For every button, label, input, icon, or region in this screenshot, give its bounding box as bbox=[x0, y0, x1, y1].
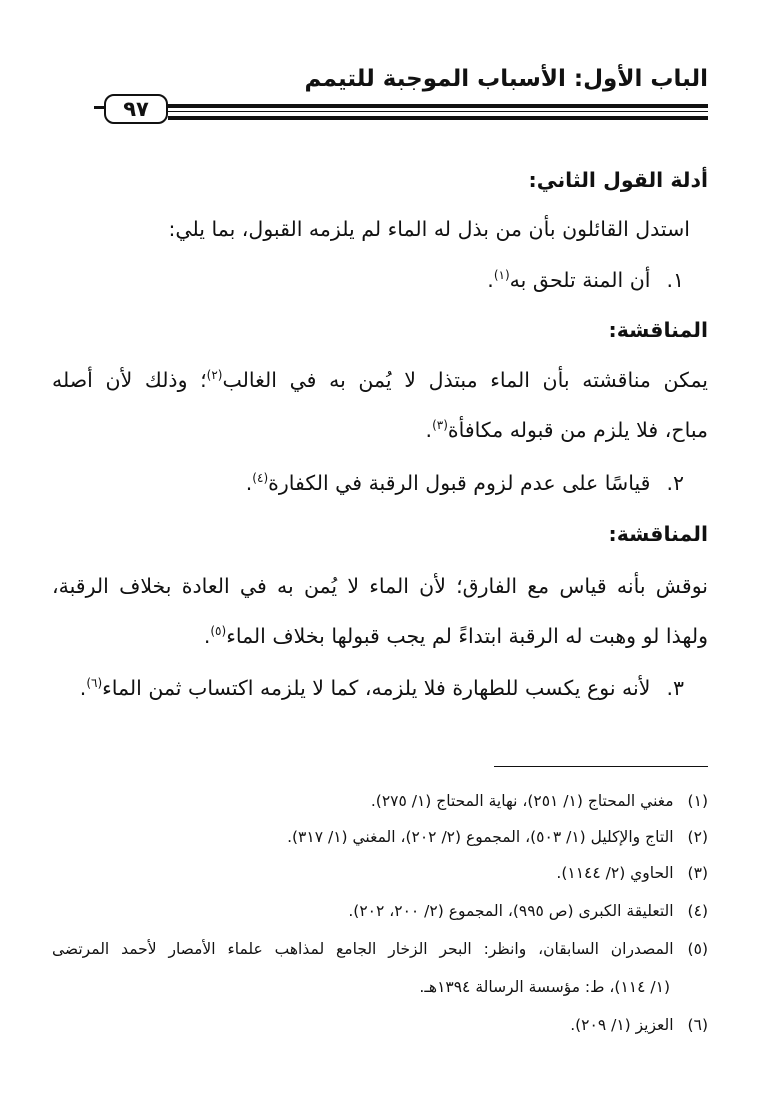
evidence-item-2 bbox=[246, 471, 684, 496]
intro-paragraph: استدل القائلون بأن من بذل له الماء لم يلزمه القبول، بما يلي: bbox=[168, 217, 690, 241]
footnote-text: مغني المحتاج (١/ ٢٥١)، نهاية المحتاج (١/ ٢٧٥). bbox=[370, 792, 674, 810]
item-number: ٣. bbox=[666, 676, 684, 700]
discussion-end: . bbox=[203, 624, 211, 648]
header-rule bbox=[168, 111, 708, 112]
footnote-number: (٣) bbox=[687, 864, 708, 882]
footnote-text: التاج والإكليل (١/ ٥٠٣)، المجموع (٢/ ٢٠٢)، المغني (١/ ٣١٧). bbox=[287, 828, 674, 846]
evidence-item-1 bbox=[487, 268, 684, 293]
footnote-number: (٢) bbox=[687, 828, 708, 846]
page-number-box bbox=[104, 94, 168, 124]
header-rule bbox=[168, 116, 708, 120]
footnote-ref: (٢) bbox=[206, 368, 223, 383]
footnote-ref: (٤) bbox=[252, 471, 269, 486]
footnote-separator bbox=[494, 766, 708, 767]
discussion-text: مباح، فلا يلزم من قبوله مكافأة bbox=[447, 418, 708, 442]
footnote-text: الحاوي (٢/ ١١٤٤). bbox=[556, 864, 674, 882]
footnote-1 bbox=[371, 792, 708, 811]
discussion-1-line-1 bbox=[52, 368, 708, 393]
footnote-6 bbox=[570, 1016, 708, 1035]
footnote-ref: (٥) bbox=[210, 624, 227, 639]
footnote-ref: (٦) bbox=[86, 676, 103, 691]
item-number: ٢. bbox=[666, 471, 684, 495]
footnote-text: المصدران السابقان، وانظر: البحر الزخار الجامع لمذاهب علماء الأمصار لأحمد المرتضى bbox=[52, 940, 674, 958]
footnote-2 bbox=[287, 828, 708, 847]
discussion-text: يمكن مناقشته بأن الماء مبتذل لا يُمن به في الغالب bbox=[222, 368, 709, 392]
footnote-number: (٥) bbox=[687, 940, 708, 958]
discussion-label: المناقشة: bbox=[608, 522, 708, 546]
footnote-number: (٤) bbox=[687, 902, 708, 920]
discussion-text: ولهذا لو وهبت له الرقبة ابتداءً لم يجب قبولها بخلاف الماء bbox=[226, 624, 708, 648]
discussion-end: . bbox=[425, 418, 433, 442]
evidence-item-3 bbox=[80, 676, 684, 701]
footnote-ref: (١) bbox=[493, 268, 510, 283]
footnote-4 bbox=[348, 902, 708, 921]
footnote-3 bbox=[556, 864, 708, 883]
item-text: لأنه نوع يكسب للطهارة فلا يلزمه، كما لا يلزمه اكتساب ثمن الماء bbox=[102, 676, 651, 700]
item-text: أن المنة تلحق به bbox=[509, 268, 651, 292]
item-number: ١. bbox=[666, 268, 684, 292]
page-number: ٩٧ bbox=[123, 96, 149, 121]
discussion-text-rest: ؛ وذلك لأن أصله bbox=[52, 368, 207, 392]
header-rule bbox=[168, 104, 708, 108]
footnote-text: العزيز (١/ ٢٠٩). bbox=[570, 1016, 674, 1034]
footnote-number: (٦) bbox=[687, 1016, 708, 1034]
running-title: الباب الأول: الأسباب الموجبة للتيمم bbox=[304, 66, 708, 92]
discussion-label: المناقشة: bbox=[608, 318, 708, 342]
item-end: . bbox=[245, 471, 253, 495]
discussion-1-line-2 bbox=[426, 418, 708, 443]
discussion-2-line-1: نوقش بأنه قياس مع الفارق؛ لأن الماء لا يُمن به في العادة بخلاف الرقبة، bbox=[52, 574, 708, 598]
footnote-ref: (٣) bbox=[432, 418, 448, 433]
footnote-5 bbox=[52, 940, 708, 959]
footnote-text: التعليقة الكبرى (ص ٩٩٥)، المجموع (٢/ ٢٠٠، ٢٠٢). bbox=[348, 902, 674, 920]
item-text: قياسًا على عدم لزوم قبول الرقبة في الكفارة bbox=[268, 471, 651, 495]
item-end: . bbox=[79, 676, 87, 700]
discussion-2-line-2 bbox=[204, 624, 708, 649]
footnote-number: (١) bbox=[687, 792, 708, 810]
section-heading: أدلة القول الثاني: bbox=[528, 168, 708, 192]
item-end: . bbox=[487, 268, 494, 292]
footnote-5-continuation: (١/ ١١٤)، ط: مؤسسة الرسالة ١٣٩٤هـ. bbox=[419, 978, 670, 996]
